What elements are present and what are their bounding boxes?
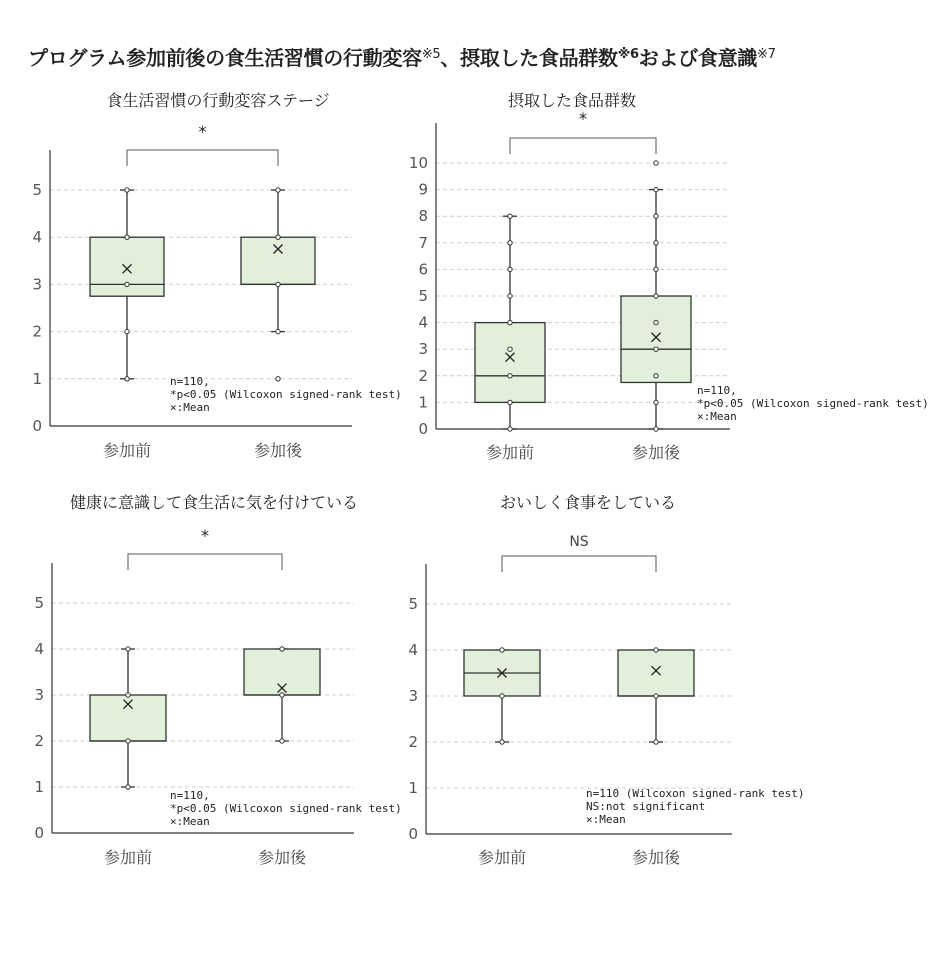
data-point — [125, 377, 129, 381]
y-tick-label: 3 — [34, 686, 44, 704]
chart-note: *p<0.05 (Wilcoxon signed-rank test) — [170, 802, 402, 815]
data-point — [654, 347, 658, 351]
box-iqr — [90, 695, 166, 741]
y-tick-label: 5 — [34, 594, 44, 612]
data-point — [125, 282, 129, 286]
chart-note: NS:not significant — [586, 800, 706, 813]
significance-label: * — [579, 109, 587, 128]
data-point — [280, 693, 284, 697]
data-point — [276, 282, 280, 286]
box-after — [241, 188, 315, 381]
y-tick-label: 9 — [418, 180, 428, 199]
box-before — [464, 648, 540, 744]
x-category-label: 参加後 — [253, 441, 303, 460]
y-tick-label: 1 — [32, 369, 42, 388]
chart-note: ×:Mean — [170, 401, 210, 414]
page-title-text: プログラム参加前後の食生活習慣の行動変容 — [28, 46, 422, 70]
data-point — [125, 235, 129, 239]
box-after — [621, 161, 691, 431]
data-point — [126, 739, 130, 743]
significance-label: NS — [569, 534, 589, 550]
box-before — [90, 647, 166, 789]
x-category-label: 参加後 — [257, 848, 307, 867]
y-tick-label: 1 — [34, 778, 44, 796]
y-tick-label: 0 — [418, 420, 428, 438]
y-tick-label: 6 — [418, 260, 428, 279]
y-tick-label: 10 — [408, 154, 428, 172]
chart-note: ×:Mean — [697, 410, 737, 423]
data-point — [654, 694, 658, 698]
y-tick-label: 5 — [408, 595, 418, 613]
significance-bracket — [128, 554, 282, 570]
box-iqr — [618, 650, 694, 696]
y-tick-label: 7 — [418, 233, 428, 252]
y-tick-label: 4 — [418, 313, 428, 332]
data-point — [508, 374, 512, 378]
data-point — [276, 188, 280, 192]
significance-bracket — [502, 556, 656, 572]
significance-label: * — [201, 526, 209, 545]
data-point — [508, 294, 512, 298]
y-tick-label: 2 — [408, 733, 418, 751]
data-point — [276, 329, 280, 333]
box-iqr — [241, 237, 315, 284]
data-point — [508, 427, 512, 431]
x-category-label: 参加後 — [631, 848, 681, 867]
data-point — [508, 214, 512, 218]
data-point — [654, 187, 658, 191]
footnote-mark-6: ※6 — [617, 47, 639, 62]
y-tick-label: 0 — [408, 825, 418, 843]
y-tick-label: 2 — [418, 366, 428, 385]
y-tick-label: 1 — [418, 393, 428, 412]
data-point — [654, 267, 658, 271]
data-point — [125, 188, 129, 192]
data-point — [125, 329, 129, 333]
y-tick-label: 4 — [408, 641, 418, 659]
box-after — [244, 647, 320, 743]
y-tick-label: 4 — [34, 640, 44, 658]
x-category-label: 参加前 — [102, 441, 152, 460]
chart-note: ×:Mean — [170, 815, 210, 828]
data-point — [126, 785, 130, 789]
chart-note: n=110, — [697, 384, 737, 397]
data-point — [508, 241, 512, 245]
y-tick-label: 3 — [408, 687, 418, 705]
x-category-label: 参加前 — [477, 848, 527, 867]
chart-note: n=110, — [170, 375, 210, 388]
data-point — [508, 400, 512, 404]
data-point — [276, 235, 280, 239]
significance-bracket — [510, 138, 656, 154]
data-point — [654, 294, 658, 298]
box-iqr — [475, 323, 545, 403]
significance-bracket — [127, 150, 278, 166]
chart-title: おいしく食事をしている — [499, 493, 677, 512]
chart-title: 摂取した食品群数 — [507, 91, 637, 110]
data-point — [280, 739, 284, 743]
data-point — [126, 647, 130, 651]
y-tick-label: 5 — [32, 181, 42, 199]
data-point — [508, 320, 512, 324]
data-point — [654, 241, 658, 245]
y-tick-label: 8 — [418, 207, 428, 226]
y-tick-label: 0 — [32, 417, 42, 435]
box-before — [90, 188, 164, 381]
box-chart-behavior-stage — [32, 91, 401, 460]
chart-title: 健康に意識して食生活に気を付けている — [69, 493, 359, 512]
data-point — [500, 648, 504, 652]
box-chart-enjoy-meals — [408, 493, 804, 867]
page-title-text-2: 、摂取した食品群数 — [440, 46, 618, 70]
box-iqr — [621, 296, 691, 382]
box-after — [618, 648, 694, 744]
y-tick-label: 1 — [408, 779, 418, 797]
y-tick-label: 3 — [418, 340, 428, 359]
chart-title: 食生活習慣の行動変容ステージ — [106, 91, 330, 110]
data-point — [654, 648, 658, 652]
y-tick-label: 4 — [32, 228, 42, 247]
y-tick-label: 2 — [34, 732, 44, 750]
box-before — [475, 214, 545, 431]
y-tick-label: 5 — [418, 287, 428, 305]
data-point — [276, 377, 280, 381]
data-point — [500, 740, 504, 744]
data-point — [654, 214, 658, 218]
x-category-label: 参加後 — [631, 443, 681, 462]
chart-note: n=110, — [170, 789, 210, 802]
y-tick-label: 0 — [34, 824, 44, 842]
box-iqr — [90, 237, 164, 296]
y-tick-label: 3 — [32, 275, 42, 294]
data-point — [280, 647, 284, 651]
footnote-mark-5: ※5 — [421, 47, 441, 62]
data-point — [508, 347, 512, 351]
chart-note: *p<0.05 (Wilcoxon signed-rank test) — [697, 397, 929, 410]
data-point — [508, 267, 512, 271]
chart-note: ×:Mean — [586, 813, 626, 826]
x-category-label: 参加前 — [485, 443, 535, 462]
x-category-label: 参加前 — [103, 848, 153, 867]
chart-note: n=110 (Wilcoxon signed-rank test) — [586, 787, 805, 800]
chart-note: *p<0.05 (Wilcoxon signed-rank test) — [170, 388, 402, 401]
data-point — [654, 740, 658, 744]
data-point — [654, 374, 658, 378]
data-point — [654, 400, 658, 404]
box-chart-food-groups — [409, 91, 929, 462]
data-point — [654, 320, 658, 324]
box-chart-health-awareness — [34, 493, 401, 867]
page-title-text-3: および食意識 — [638, 46, 757, 70]
data-point — [500, 694, 504, 698]
y-tick-label: 2 — [32, 322, 42, 341]
data-point — [654, 427, 658, 431]
footnote-mark-7: ※7 — [757, 47, 776, 62]
significance-label: * — [198, 122, 207, 141]
data-point — [654, 161, 658, 165]
data-point — [126, 693, 130, 697]
